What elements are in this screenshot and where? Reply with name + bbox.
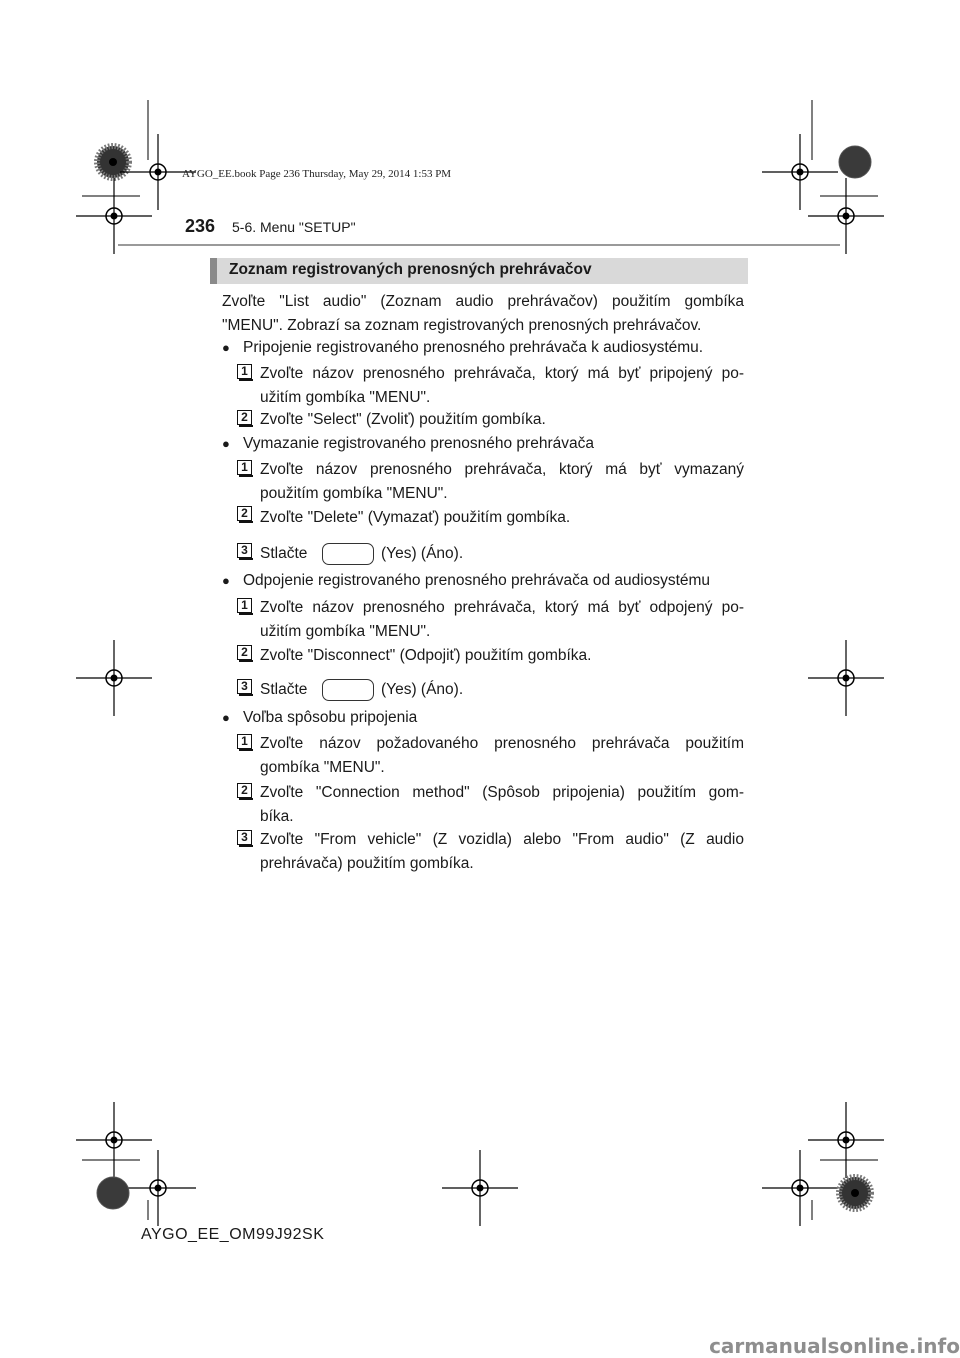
bullet-dot-icon: ● — [222, 436, 230, 451]
running-head: 5-6. Menu "SETUP" — [232, 219, 356, 235]
bullet-disconnect: Odpojenie registrovaného prenosného prehrávača od audiosystému — [243, 572, 711, 589]
footer-document-code: AYGO_EE_OM99J92SK — [141, 1226, 325, 1243]
step-text-cont: užitím gombíka "MENU". — [260, 389, 431, 406]
step-text-cont: bíka. — [260, 808, 294, 825]
bullet-connect: Pripojenie registrovaného prenosného prehrávača k audiosystému. — [243, 339, 704, 356]
section-title-bar — [210, 258, 748, 284]
crosshair-mark-bottom-right-upper — [808, 1102, 884, 1178]
step-number-badge: 2 — [237, 783, 252, 798]
intro-line-2: "MENU". Zobrazí sa zoznam registrovaných prenosných prehrávačov. — [222, 317, 702, 334]
step-text: Zvoľte "Disconnect" (Odpojiť) použitím gombíka. — [260, 647, 592, 664]
crosshair-mark-mid-left — [76, 640, 152, 716]
step-number-badge: 1 — [237, 364, 252, 379]
intro-line-1: Zvoľte "List audio" (Zoznam audio prehrávačov) použitím gombíka — [222, 293, 744, 310]
header-rule — [118, 244, 840, 246]
crosshair-mark-bottom-left — [120, 1150, 196, 1226]
step-text-cont: použitím gombíka "MENU". — [260, 485, 448, 502]
step-number-badge: 3 — [237, 679, 252, 694]
step-text: Zvoľte názov prenosného prehrávača, ktorý má byť pripojený po- — [260, 365, 744, 382]
yes-button-icon — [322, 543, 374, 565]
dark-mark-top-right — [839, 146, 871, 178]
step-number-badge: 3 — [237, 543, 252, 558]
step-number-badge: 2 — [237, 506, 252, 521]
crosshair-mark-bottom-left-upper — [76, 1102, 152, 1178]
step-text: Zvoľte "Delete" (Vymazať) použitím gombíka. — [260, 509, 571, 526]
crosshair-mark-bottom-center — [442, 1150, 518, 1226]
bullet-dot-icon: ● — [222, 340, 230, 355]
step-text: Zvoľte "From vehicle" (Z vozidla) alebo "From audio" (Z audio — [260, 831, 744, 848]
crosshair-mark-mid-right — [808, 640, 884, 716]
step-text-pre: Stlačte — [260, 545, 308, 562]
step-text-cont: užitím gombíka "MENU". — [260, 623, 431, 640]
bullet-dot-icon: ● — [222, 573, 230, 588]
step-number-badge: 1 — [237, 734, 252, 749]
sunburst-mark-top-left — [97, 146, 129, 178]
bullet-method: Voľba spôsobu pripojenia — [243, 709, 418, 726]
step-text: Zvoľte názov prenosného prehrávača, ktorý má byť odpojený po- — [260, 599, 744, 616]
section-title: Zoznam registrovaných prenosných prehrávačov — [229, 261, 592, 278]
crosshair-mark-top-left-lower — [76, 178, 152, 254]
page-number: 236 — [185, 216, 216, 236]
step-text-cont: gombíka "MENU". — [260, 759, 385, 776]
watermark: carmanualsonline.info — [709, 1334, 960, 1358]
step-number-badge: 2 — [237, 410, 252, 425]
yes-button-icon — [322, 679, 374, 701]
bullet-dot-icon: ● — [222, 710, 230, 725]
step-text-post: (Yes) (Áno). — [381, 681, 464, 698]
step-number-badge: 3 — [237, 830, 252, 845]
bullet-delete: Vymazanie registrovaného prenosného prehrávača — [243, 435, 594, 452]
step-number-badge: 1 — [237, 598, 252, 613]
step-text-post: (Yes) (Áno). — [381, 545, 464, 562]
step-number-badge: 2 — [237, 645, 252, 660]
step-text: Zvoľte "Connection method" (Spôsob pripojenia) použitím gom- — [260, 784, 744, 801]
step-text-cont: prehrávača) použitím gombíka. — [260, 855, 474, 872]
sunburst-mark-bottom-right — [839, 1177, 871, 1209]
dark-mark-bottom-left — [97, 1177, 129, 1209]
crosshair-mark-bottom-right — [762, 1150, 838, 1226]
book-info-line: AYGO_EE.book Page 236 Thursday, May 29, 2014 1:53 PM — [182, 168, 452, 180]
step-text-pre: Stlačte — [260, 681, 308, 698]
step-text: Zvoľte názov požadovaného prenosného prehrávača použitím — [260, 735, 744, 752]
step-number-badge: 1 — [237, 460, 252, 475]
step-text: Zvoľte názov prenosného prehrávača, ktorý má byť vymazaný — [260, 461, 744, 478]
step-text: Zvoľte "Select" (Zvoliť) použitím gombíka. — [260, 411, 546, 428]
crosshair-mark-top-right-lower — [808, 178, 884, 254]
crosshair-mark-top-right — [762, 134, 838, 210]
